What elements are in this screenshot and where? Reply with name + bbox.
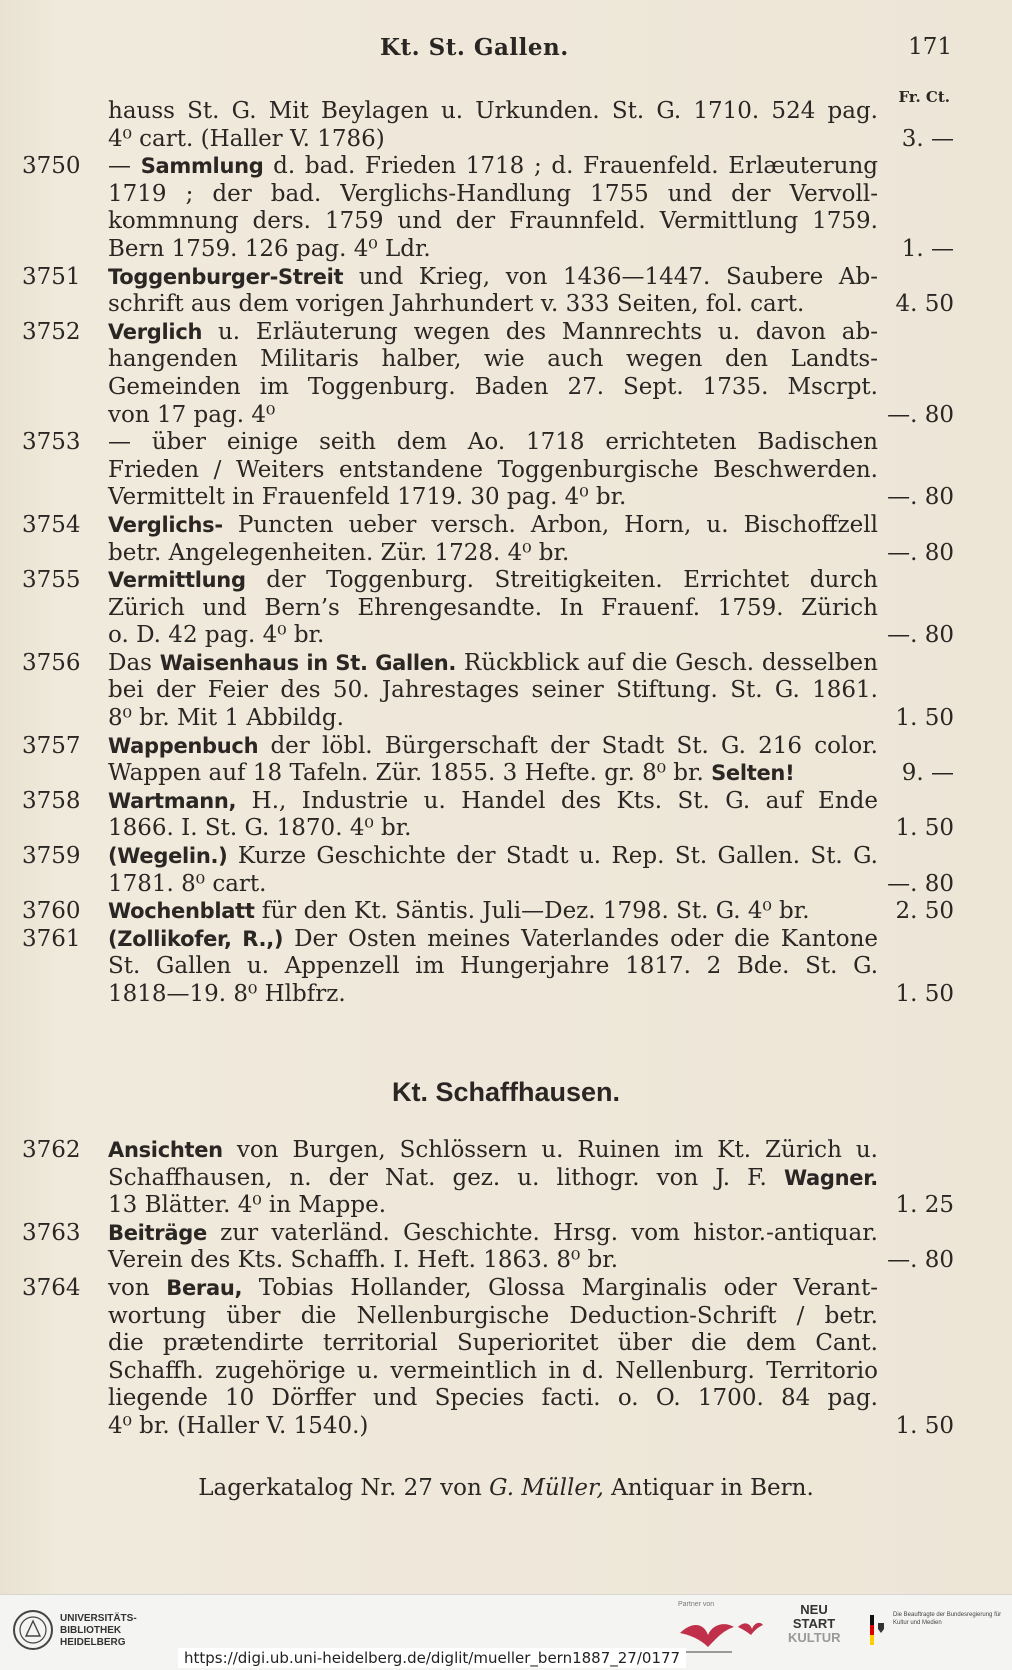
entry-text: Toggenburger-Streit und Krieg, von 1436—1447. Saubere Ab- <box>108 263 878 290</box>
entry-number: 3759 <box>22 843 81 870</box>
catalog-entry <box>22 733 952 788</box>
entry-text: von 17 pag. 4⁰ <box>108 401 276 428</box>
entry-text: Wappen auf 18 Tafeln. Zür. 1855. 3 Hefte. gr. 8⁰ br. Selten! <box>108 760 795 787</box>
running-head: Kt. St. Gallen. <box>380 34 569 61</box>
catalog-entries-st-gallen <box>22 98 952 1009</box>
entry-text: von Berau, Tobias Hollander, Glossa Marginalis oder Verant- <box>108 1274 879 1301</box>
price-column-header: Fr. Ct. <box>898 88 950 106</box>
entry-text: — Sammlung d. bad. Frieden 1718 ; d. Frauenfeld. Erlæuterung <box>108 153 878 180</box>
entry-text: hangenden Militaris halber, wie auch wegen den Landts- <box>108 346 878 373</box>
entry-text: 4⁰ br. (Haller V. 1540.) <box>108 1412 369 1439</box>
entry-text: Vermittlung der Toggenburg. Streitigkeiten. Errichtet durch <box>108 567 878 594</box>
neustart-line-3: KULTUR <box>788 1630 841 1645</box>
entry-number: 3764 <box>22 1274 81 1301</box>
entry-text: 1818—19. 8⁰ Hlbfrz. <box>108 981 346 1007</box>
entry-number: 3754 <box>22 511 81 538</box>
catalog-entry <box>22 98 952 153</box>
entry-text: (Wegelin.) Kurze Geschichte der Stadt u. Rep. St. Gallen. St. G. <box>108 843 878 870</box>
entry-line <box>22 843 952 871</box>
catalog-entries-schaffhausen <box>22 1137 952 1441</box>
entry-line <box>22 484 952 512</box>
entry-line <box>22 264 952 292</box>
entry-text: 1781. 8⁰ cart. <box>108 870 267 897</box>
entry-text: 4⁰ cart. (Haller V. 1786) <box>108 125 385 152</box>
entry-line <box>22 1247 952 1275</box>
uni-name-line-3: HEIDELBERG <box>60 1637 126 1648</box>
entry-price: —. 80 <box>887 401 954 428</box>
entry-text: schrift aus dem vorigen Jahrhundert v. 333 Seiten, fol. cart. <box>108 291 805 318</box>
entry-line <box>22 760 952 788</box>
entry-number: 3757 <box>22 732 81 759</box>
entry-price: —. 80 <box>887 1247 954 1274</box>
entry-line <box>22 595 952 623</box>
footer-prefix: Lagerkatalog Nr. 27 von <box>198 1475 490 1501</box>
catalog-entry <box>22 1275 952 1441</box>
catalog-entry <box>22 264 952 319</box>
entry-line <box>22 208 952 236</box>
permalink-url[interactable]: https://digi.ub.uni-heidelberg.de/diglit/mueller_bern1887_27/0177 <box>178 1648 686 1668</box>
catalog-entry <box>22 788 952 843</box>
entry-text: liegende 10 Dörffer und Species facti. o. O. 1700. 84 pag. <box>108 1385 878 1412</box>
entry-text: Schaffh. zugehörige u. vermeintlich in d. Nellenburg. Territorio <box>108 1357 878 1384</box>
entry-line <box>22 1303 952 1331</box>
entry-line <box>22 622 952 650</box>
entry-number: 3761 <box>22 925 81 952</box>
entry-text: Wappenbuch der löbl. Bürgerschaft der Stadt St. G. 216 color. <box>108 732 878 759</box>
entry-line <box>22 291 952 319</box>
page-number: 171 <box>908 34 952 60</box>
catalog-entry <box>22 1220 952 1275</box>
entry-number: 3758 <box>22 787 81 814</box>
entry-price: —. 80 <box>887 484 954 511</box>
entry-text: Verglichs- Puncten ueber versch. Arbon, Horn, u. Bischoffzell <box>108 511 878 538</box>
entry-line <box>22 181 952 209</box>
catalog-entry <box>22 429 952 512</box>
entry-price: 1. 50 <box>895 1412 954 1439</box>
footer-suffix: Antiquar in Bern. <box>603 1475 814 1501</box>
entry-price: 3. — <box>901 125 954 152</box>
entry-line <box>22 512 952 540</box>
entry-text: Frieden / Weiters entstandene Toggenburgische Beschwerden. <box>108 456 878 483</box>
neustart-kultur-logo[interactable] <box>788 1603 840 1645</box>
entry-text: die prætendirte territorial Superioritet über die dem Cant. <box>108 1330 878 1357</box>
entry-line <box>22 815 952 843</box>
entry-number: 3762 <box>22 1137 81 1163</box>
entry-line <box>22 871 952 899</box>
entry-text: betr. Angelegenheiten. Zür. 1728. 4⁰ br. <box>108 539 570 566</box>
entry-number: 3753 <box>22 429 81 456</box>
footer-author: G. Müller, <box>489 1475 604 1501</box>
entry-line <box>22 374 952 402</box>
entry-number: 3756 <box>22 649 81 676</box>
entry-price: 1. — <box>901 235 954 262</box>
entry-line <box>22 567 952 595</box>
library-banner <box>0 1594 1012 1670</box>
entry-line <box>22 153 952 181</box>
entry-line <box>22 1413 952 1441</box>
entry-text: o. D. 42 pag. 4⁰ br. <box>108 622 325 649</box>
entry-text: Das Waisenhaus in St. Gallen. Rückblick auf die Gesch. desselben <box>108 649 878 676</box>
entry-number: 3763 <box>22 1219 81 1246</box>
uni-name-line-1: UNIVERSITÄTS- <box>60 1613 137 1624</box>
catalog-entry <box>22 650 952 733</box>
entry-price: 1. 50 <box>895 815 954 842</box>
entry-text: wortung über die Nellenburgische Deduction-Schrift / betr. <box>108 1302 878 1329</box>
entry-line <box>22 1137 952 1165</box>
entry-price: 1. 50 <box>895 705 954 732</box>
neustart-line-1: NEU <box>800 1602 828 1617</box>
entry-text: Wochenblatt für den Kt. Säntis. Juli—Dez. 1798. St. G. 4⁰ br. <box>108 898 810 925</box>
entry-text: Zürich und Bern’s Ehrengesandte. In Frauenf. 1759. Zürich <box>108 594 878 621</box>
entry-price: —. 80 <box>887 870 954 897</box>
entry-line <box>22 1385 952 1413</box>
entry-text: 8⁰ br. Mit 1 Abbildg. <box>108 705 344 732</box>
entry-text: — über einige seith dem Ao. 1718 errichteten Badischen <box>108 429 878 456</box>
entry-text: Schaffhausen, n. der Nat. gez. u. lithogr. von J. F. Wagner. <box>108 1164 878 1191</box>
entry-line <box>22 346 952 374</box>
catalog-entry <box>22 153 952 263</box>
entry-line <box>22 1192 952 1220</box>
catalog-entry <box>22 898 952 926</box>
entry-line <box>22 926 952 954</box>
entry-line <box>22 126 952 154</box>
entry-line <box>22 677 952 705</box>
entry-line <box>22 898 952 926</box>
german-flag-icon <box>870 1615 888 1645</box>
university-library-name[interactable] <box>60 1613 137 1649</box>
entry-text: bei der Feier des 50. Jahrestages seiner Stiftung. St. G. 1861. <box>108 677 878 704</box>
entry-number: 3751 <box>22 263 81 290</box>
section-heading: Kt. Schaffhausen. <box>391 1077 621 1107</box>
entry-number: 3750 <box>22 153 81 180</box>
entry-price: 4. 50 <box>895 291 954 318</box>
entry-number: 3760 <box>22 898 81 925</box>
uni-name-line-2: BIBLIOTHEK <box>60 1625 122 1636</box>
bkm-label[interactable]: Die Beauftragte der Bundesregierung für Kultur und Medien <box>893 1612 1002 1626</box>
entry-line <box>22 1330 952 1358</box>
entry-line <box>22 1165 952 1193</box>
entry-line <box>22 733 952 761</box>
entry-text: (Zollikofer, R.,) Der Osten meines Vaterlandes oder die Kantone <box>108 925 878 952</box>
entry-line <box>22 1220 952 1248</box>
entry-text: hauss St. G. Mit Beylagen u. Urkunden. St. G. 1710. 524 pag. <box>108 98 878 124</box>
catalog-entry <box>22 567 952 650</box>
entry-text: Bern 1759. 126 pag. 4⁰ Ldr. <box>108 235 431 262</box>
entry-text: 13 Blätter. 4⁰ in Mappe. <box>108 1192 387 1219</box>
entry-text: Wartmann, H., Industrie u. Handel des Kts. St. G. auf Ende <box>108 787 878 814</box>
entry-price: —. 80 <box>887 539 954 566</box>
catalog-entry <box>22 843 952 898</box>
partner-small-bird-icon[interactable] <box>736 1617 764 1639</box>
entry-line <box>22 650 952 678</box>
entry-text: Verein des Kts. Schaffh. I. Heft. 1863. 8⁰ br. <box>108 1247 619 1274</box>
entry-line <box>22 429 952 457</box>
entry-line <box>22 540 952 568</box>
entry-text: kommnung ders. 1759 und der Fraunnfeld. Vermittlung 1759. <box>108 208 878 235</box>
entry-price: 1. 50 <box>895 981 954 1007</box>
entry-text: 1719 ; der bad. Verglichs-Handlung 1755 und der Vervoll- <box>108 180 878 207</box>
entry-text: Beiträge zur vaterländ. Geschichte. Hrsg. vom histor.-antiquar. <box>108 1219 878 1246</box>
entry-price: —. 80 <box>887 622 954 649</box>
catalog-entry <box>22 1137 952 1220</box>
entry-line <box>22 98 952 126</box>
entry-line <box>22 1275 952 1303</box>
entry-price: 1. 25 <box>895 1192 954 1219</box>
entry-text: 1866. I. St. G. 1870. 4⁰ br. <box>108 815 412 842</box>
university-seal-icon[interactable] <box>12 1609 54 1651</box>
catalog-footer-note <box>0 1475 1012 1501</box>
entry-price: 9. — <box>901 760 954 787</box>
entry-text: Gemeinden im Toggenburg. Baden 27. Sept. 1735. Mscrpt. <box>108 373 878 400</box>
catalog-entry <box>22 512 952 567</box>
entry-line <box>22 457 952 485</box>
entry-text: Ansichten von Burgen, Schlössern u. Ruinen im Kt. Zürich u. <box>108 1137 878 1163</box>
entry-number: 3755 <box>22 567 81 594</box>
entry-line <box>22 788 952 816</box>
entry-line <box>22 953 952 981</box>
entry-line <box>22 236 952 264</box>
catalog-entry <box>22 926 952 1009</box>
entry-text: St. Gallen u. Appenzell im Hungerjahre 1817. 2 Bde. St. G. <box>108 953 878 980</box>
entry-line <box>22 1358 952 1386</box>
partner-label: Partner von <box>678 1601 715 1608</box>
entry-line <box>22 705 952 733</box>
entry-price: 2. 50 <box>895 898 954 925</box>
entry-number: 3752 <box>22 318 81 345</box>
catalog-entry <box>22 319 952 429</box>
entry-text: Vermittelt in Frauenfeld 1719. 30 pag. 4⁰ br. <box>108 484 627 511</box>
entry-line <box>22 402 952 430</box>
entry-line <box>22 319 952 347</box>
neustart-line-2: START <box>792 1616 836 1631</box>
entry-line <box>22 981 952 1009</box>
entry-text: Verglich u. Erläuterung wegen des Mannrechts u. davon ab- <box>108 318 878 345</box>
